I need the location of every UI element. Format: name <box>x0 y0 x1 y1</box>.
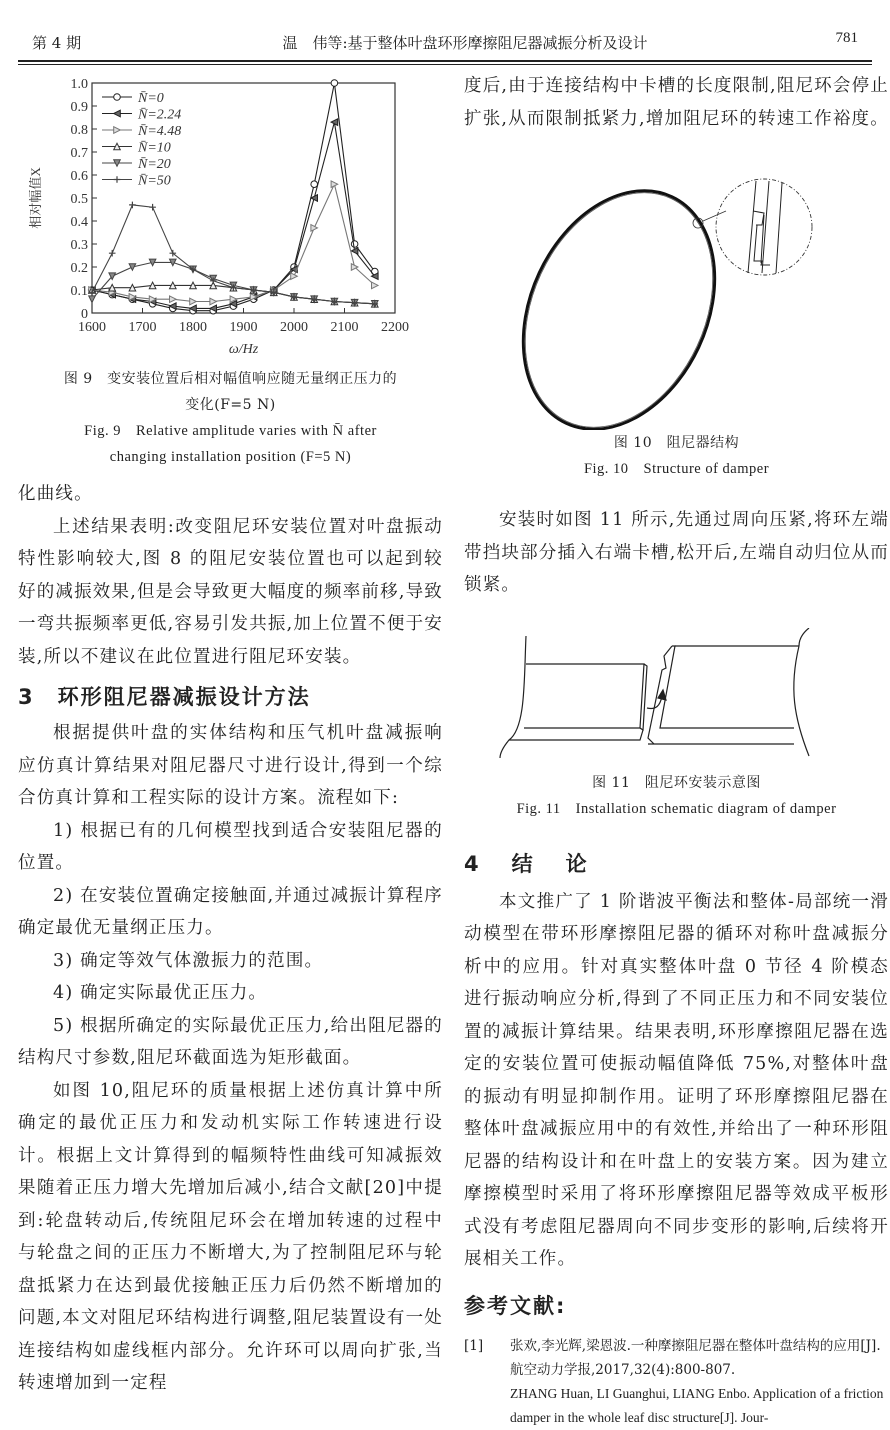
x-tick-label: 1900 <box>229 320 258 335</box>
x-tick-label: 1600 <box>78 320 106 335</box>
chart-svg <box>18 70 443 360</box>
right-column <box>464 70 889 1430</box>
damper-ring-drawing <box>464 145 889 430</box>
section-3-heading: 3 环形阻尼器减振设计方法 <box>18 685 311 709</box>
legend-label: N̄=0 <box>138 91 164 106</box>
reference-en: ZHANG Huan, LI Guanghui, LIANG Enbo. Application of a friction damper in the whole leaf disc structure[J]. Jour- <box>510 1385 884 1425</box>
legend-marker <box>114 94 121 101</box>
series-line <box>92 122 375 308</box>
caption-en-line2: changing installation position (F=5 N) <box>109 449 352 465</box>
data-point <box>331 80 338 87</box>
section-4-heading: 4 结 论 <box>464 851 593 876</box>
caption-cn-line1: 图 9 变安装位置后相对幅值响应随无量纲正压力的 <box>63 371 398 387</box>
step-1: 1) 根据已有的几何模型找到适合安装阻尼器的位置。 <box>18 820 443 873</box>
caption-en: Fig. 10 Structure of damper <box>583 461 770 477</box>
header-rule-thick <box>18 60 872 62</box>
legend-marker <box>114 110 121 117</box>
references-heading: 参考文献: <box>464 1293 567 1318</box>
caption-cn: 图 10 阻尼器结构 <box>613 435 740 451</box>
data-point <box>190 298 197 305</box>
data-point <box>109 250 116 257</box>
figure-10-image <box>464 145 889 430</box>
data-point <box>129 202 136 209</box>
paragraph-method: 根据提供叶盘的实体结构和压气机叶盘减振响应仿真计算结果对阻尼器尺寸进行设计,得到一个综合仿真计算和工程实际的设计方案。流程如下: <box>18 723 443 808</box>
y-tick-label: 0.6 <box>70 169 88 184</box>
data-point <box>372 282 379 289</box>
step-4: 4) 确定实际最优正压力。 <box>53 983 268 1003</box>
x-tick-label: 1800 <box>179 320 207 335</box>
data-point <box>351 241 358 248</box>
step-2: 2) 在安装位置确定接触面,并通过减振计算程序确定最优无量纲正压力。 <box>18 885 443 938</box>
legend-marker <box>114 176 121 183</box>
data-point <box>210 278 217 285</box>
figure-11-caption <box>464 770 889 822</box>
left-column <box>18 70 443 1400</box>
y-tick-label: 0.2 <box>70 261 88 276</box>
caption-cn-line2: 变化(F=5 N) <box>185 397 276 413</box>
connection-detail <box>748 181 782 273</box>
caption-en: Fig. 11 Installation schematic diagram of damper <box>516 800 837 817</box>
caption-en-line1: Fig. 9 Relative amplitude varies with N̄ after <box>84 423 377 439</box>
data-point <box>311 181 318 188</box>
installation-drawing <box>464 628 889 758</box>
reference-cn: 张欢,李光辉,梁恩波.一种摩擦阻尼器在整体叶盘结构的应用[J].航空动力学报,2017,32(4):800-807. <box>510 1337 881 1378</box>
paragraph-install: 安装时如图 11 所示,先通过周向压紧,将环左端带挡块部分插入右端卡槽,松开后,左端自动归位从而锁紧。 <box>464 510 889 595</box>
data-point <box>291 273 298 280</box>
header-rule-thin <box>18 64 872 65</box>
running-header <box>18 28 872 58</box>
damper-ring-inner-edge <box>489 162 749 430</box>
data-point <box>210 298 217 305</box>
figure-11-image <box>464 628 889 758</box>
y-tick-label: 0.3 <box>70 238 88 253</box>
reference-number: [1] <box>464 1337 484 1354</box>
step-5: 5) 根据所确定的实际最优正压力,给出阻尼器的结构尺寸参数,阻尼环截面选为矩形截面。 <box>18 1015 443 1068</box>
caption-cn: 图 11 阻尼环安装示意图 <box>592 774 761 791</box>
data-point <box>311 225 318 232</box>
data-point <box>89 296 96 303</box>
legend-label: N̄=2.24 <box>138 107 182 123</box>
legend-label: N̄=10 <box>138 140 171 156</box>
legend-label: N̄=4.48 <box>138 124 182 139</box>
x-axis-label: ω/Hz <box>228 342 259 357</box>
x-tick-label: 2100 <box>330 320 359 335</box>
running-title: 温 伟等:基于整体叶盘环形摩擦阻尼器减振分析及设计 <box>282 34 648 52</box>
paragraph-continuation-right: 度后,由于连接结构中卡槽的长度限制,阻尼环会停止扩张,从而限制抵紧力,增加阻尼环的转速工作裕度。 <box>464 76 889 129</box>
y-tick-label: 0.4 <box>70 215 88 230</box>
page-number: 781 <box>835 30 858 46</box>
y-tick-label: 0.5 <box>70 192 88 207</box>
figure-9-chart <box>18 70 443 360</box>
legend-marker <box>114 127 121 134</box>
y-tick-label: 0.8 <box>70 123 88 138</box>
y-tick-label: 0 <box>81 307 88 322</box>
x-tick-label: 2000 <box>280 320 308 335</box>
y-axis-label: 相对幅值X <box>28 167 43 229</box>
legend-label: N̄=20 <box>138 157 171 172</box>
issue-label: 第 4 期 <box>32 34 82 52</box>
y-tick-label: 0.9 <box>70 100 88 115</box>
legend-label: N̄=50 <box>138 173 171 189</box>
figure-10-caption <box>464 430 889 482</box>
detail-leader-line <box>703 211 726 221</box>
y-tick-label: 0.7 <box>70 146 88 161</box>
step-3: 3) 确定等效气体激振力的范围。 <box>53 950 324 971</box>
paragraph-continuation: 化曲线。 <box>18 484 93 504</box>
x-tick-label: 2200 <box>381 320 409 335</box>
x-tick-label: 1700 <box>128 320 157 335</box>
y-tick-label: 0.1 <box>70 284 88 299</box>
paragraph-figure-10: 如图 10,阻尼环的质量根据上述仿真计算中所确定的最优正压力和发动机实际工作转速进行设计。根据上文计算得到的幅频特性曲线可知减振效果随着正压力增大先增加后减小,结合文献[20]中提到:轮盘转动后,传统阻尼环会在增加转速的过程中与轮盘之间的正压力不断增大,为了控制阻尼环与轮盘抵紧力在达到最优接触正压力后仍然不断增加的问题,本文对阻尼环结构进行调整,阻尼装置设有一处连接结构如虚线框内部分。允许环可以周向扩张,当转速增加到一定程 <box>18 1080 443 1393</box>
detail-callout-circle <box>716 179 812 275</box>
reference-item <box>464 1334 889 1430</box>
data-point <box>170 296 177 303</box>
paragraph-results: 上述结果表明:改变阻尼环安装位置对叶盘振动特性影响较大,图 8 的阻尼安装位置也可以起到较好的减振效果,但是会导致更大幅度的频率前移,导致一弯共振频率更低,容易引发共振,加上位置不便于安装,所以不建议在此位置进行阻尼环安装。 <box>18 516 443 667</box>
data-point <box>149 204 156 211</box>
series-line <box>92 83 375 311</box>
figure-9-caption <box>18 366 443 470</box>
y-tick-label: 1.0 <box>70 77 88 92</box>
paragraph-conclusion: 本文推广了 1 阶谐波平衡法和整体-局部统一滑动模型在带环形摩擦阻尼器的循环对称叶盘减振分析中的应用。针对真实整体叶盘 0 节径 4 阶模态进行振动响应分析,得到了不同正压力和不同安装位置的减振计算结果。结果表明,环形摩擦阻尼器在选定的安装位置可使振动幅值降低 75%,对整体叶盘的振动有明显抑制作用。证明了环形摩擦阻尼器在整体叶盘减振应用中的有效性,并给出了一种环形阻尼器的结构设计和在叶盘上的安装方案。因为建立摩擦模型时采用了将环形摩擦阻尼器等效成平板形式没有考虑阻尼器周向不同步变形的影响,后续将开展相关工作。 <box>464 891 889 1269</box>
